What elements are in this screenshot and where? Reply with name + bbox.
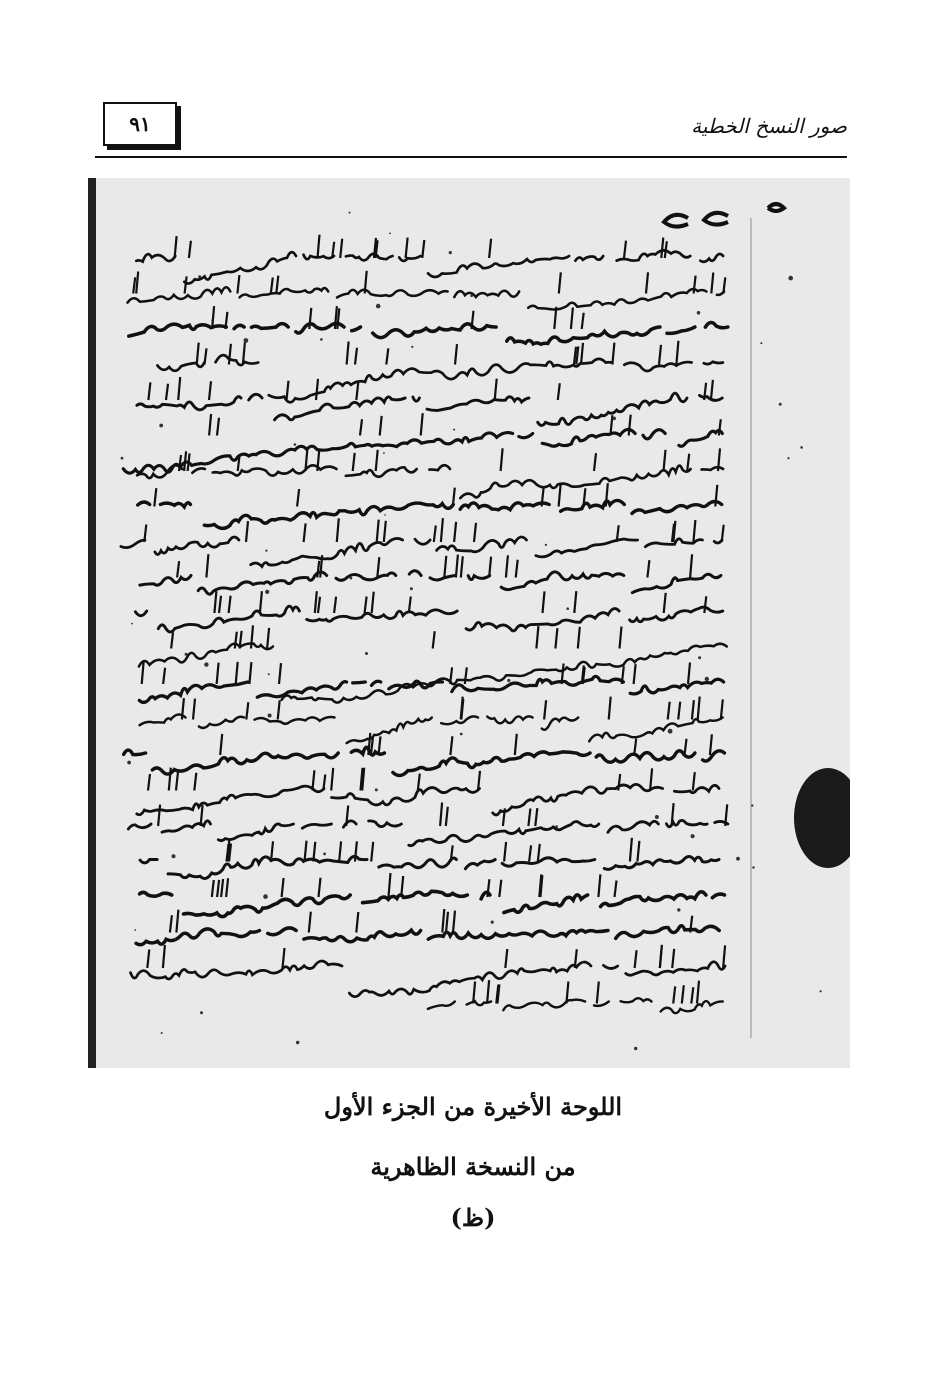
manuscript-ascender [237, 275, 239, 293]
manuscript-ascender [630, 838, 632, 862]
scan-speckle [350, 577, 353, 580]
manuscript-ascender [212, 880, 214, 897]
manuscript-ascender [178, 377, 180, 400]
manuscript-line [136, 926, 719, 945]
manuscript-ascender [337, 308, 339, 329]
manuscript-ascender [710, 734, 712, 755]
manuscript-ascender [318, 597, 320, 613]
manuscript-ascender [499, 880, 501, 897]
manuscript-ascender [682, 985, 684, 1003]
manuscript-ascender [271, 278, 273, 294]
manuscript-ascender [615, 881, 617, 898]
manuscript-ascender [356, 382, 358, 400]
manuscript-ascender [544, 700, 546, 719]
manuscript-ascender [194, 773, 196, 791]
manuscript-ascender [609, 697, 611, 720]
manuscript-ascender [371, 842, 373, 862]
manuscript-ascender [220, 734, 222, 755]
scan-speckle [127, 761, 131, 765]
manuscript-ascender [676, 341, 678, 365]
manuscript-ascender [170, 915, 172, 932]
manuscript-ascender [163, 668, 165, 684]
manuscript-ascender [386, 348, 388, 364]
manuscript-ascender [612, 343, 614, 365]
manuscript-ascender [260, 591, 262, 613]
manuscript-ascender [597, 982, 599, 1004]
manuscript-ascender [711, 380, 713, 400]
manuscript-ascender [205, 348, 207, 364]
manuscript-ascender [501, 448, 503, 471]
manuscript-ascender [571, 308, 573, 330]
manuscript-ascender [355, 348, 357, 365]
manuscript-ascender [453, 911, 455, 933]
scan-speckle [677, 908, 680, 911]
scan-speckle [697, 311, 701, 315]
scan-speckle [566, 607, 569, 610]
manuscript-ascender [647, 560, 649, 577]
scan-speckle [294, 443, 297, 446]
manuscript-ascender [559, 272, 561, 293]
manuscript-ascender [337, 518, 339, 542]
manuscript-ascender [693, 772, 695, 790]
scan-speckle [131, 623, 133, 625]
scan-speckle [752, 866, 754, 868]
manuscript-ascender [372, 592, 374, 613]
manuscript-ascender [235, 632, 237, 649]
manuscript-ascender [406, 238, 408, 258]
manuscript-ascender [698, 697, 700, 720]
caption-siglum: (ظ) [450, 1203, 496, 1232]
manuscript-ascender [380, 416, 382, 436]
manuscript-line [137, 393, 722, 425]
manuscript-ascender [371, 738, 373, 755]
manuscript-ascender [528, 809, 530, 827]
manuscript-ascender [158, 805, 160, 826]
scan-speckle [751, 804, 753, 806]
manuscript-ascender [214, 591, 216, 613]
manuscript-ascender [673, 986, 675, 1003]
manuscript-ascender [283, 948, 285, 968]
scan-speckle [655, 815, 659, 819]
manuscript-ascender [136, 272, 138, 294]
manuscript-ascender [516, 560, 518, 578]
manuscript-ascender [317, 561, 319, 578]
manuscript-ascender [456, 555, 458, 578]
manuscript-ascender [309, 912, 311, 933]
manuscript-ascender [646, 272, 648, 293]
manuscript-line [126, 465, 724, 498]
manuscript-ascender [450, 736, 452, 755]
manuscript-ascender [319, 878, 321, 897]
manuscript-ascender [634, 664, 636, 684]
scan-speckle [453, 429, 455, 431]
scan-speckle [172, 854, 176, 858]
manuscript-line [135, 606, 722, 632]
manuscript-ascender [276, 276, 278, 294]
scan-speckle [460, 733, 463, 736]
manuscript-ascender [665, 241, 667, 258]
manuscript-ascender [723, 945, 725, 968]
manuscript-ascender [422, 240, 424, 258]
manuscript-scan [88, 178, 850, 1068]
scan-speckle [198, 275, 201, 278]
manuscript-ascender [535, 808, 537, 826]
scan-speckle [349, 212, 351, 214]
top-ink-mark [664, 204, 784, 227]
scan-speckle [211, 319, 213, 321]
manuscript-ascender [421, 413, 423, 435]
scan-speckle [200, 1011, 203, 1014]
scan-speckle [268, 714, 272, 718]
scan-speckle [376, 304, 381, 309]
scan-speckle [698, 656, 701, 659]
manuscript-ascender [678, 702, 680, 720]
manuscript-ascender [418, 774, 420, 791]
manuscript-ascender [312, 770, 314, 790]
scan-speckle [159, 424, 163, 428]
manuscript-ascender [668, 702, 670, 720]
manuscript-ascender [221, 879, 223, 897]
manuscript-ascender [217, 880, 219, 897]
manuscript-ascender [664, 450, 666, 471]
manuscript-ascender [226, 878, 228, 897]
scan-speckle [507, 679, 510, 682]
manuscript-ascender [389, 873, 391, 897]
caption-subtitle: من النسخة الظاهرية [370, 1152, 576, 1181]
manuscript-ascender [446, 807, 448, 826]
scan-speckle [491, 921, 494, 924]
manuscript-ascender [148, 382, 150, 400]
manuscript-ascender [169, 768, 171, 791]
manuscript-ascender [489, 239, 491, 258]
scan-speckle [736, 857, 740, 861]
manuscript-ascender [171, 632, 173, 648]
scan-speckle [134, 929, 136, 931]
scan-speckle [410, 587, 413, 590]
manuscript-ascender [635, 950, 637, 968]
manuscript-ascender [217, 663, 219, 684]
manuscript-ascender [219, 596, 221, 613]
manuscript-ascender [578, 627, 580, 649]
manuscript-ascender [176, 772, 178, 791]
scan-speckle [174, 938, 176, 940]
manuscript-ascender [315, 591, 317, 613]
manuscript-ascender [637, 841, 639, 862]
scan-speckle [323, 853, 326, 856]
manuscript-ascender [177, 561, 179, 577]
manuscript-ascender [297, 489, 299, 507]
manuscript-ascender [246, 702, 248, 719]
manuscript-ascender [711, 273, 713, 294]
manuscript-ascender [618, 774, 620, 791]
scan-speckle [634, 1047, 637, 1050]
manuscript-ascender [318, 235, 320, 258]
page-number: ٩١ [129, 112, 151, 136]
manuscript-ascender [360, 419, 362, 435]
manuscript-line [137, 784, 719, 815]
scan-speckle [705, 677, 709, 681]
manuscript-ascender [154, 488, 156, 506]
manuscript-ascender [340, 239, 342, 258]
manuscript-ascender [316, 379, 318, 400]
manuscript-ascender [236, 662, 238, 684]
manuscript-ascender [441, 518, 443, 542]
manuscript-ascender [217, 418, 219, 436]
manuscript-ascender [304, 523, 306, 542]
manuscript-ascender [660, 945, 662, 968]
manuscript-ascender [379, 736, 381, 755]
manuscript-line [128, 287, 725, 309]
manuscript-ascender [558, 383, 560, 400]
manuscript-ascender [279, 663, 281, 684]
manuscript-ascender [282, 878, 284, 897]
manuscript-ascender [251, 625, 253, 648]
manuscript-ascender [377, 520, 379, 542]
manuscript-line [140, 571, 721, 594]
scan-speckle [161, 1032, 163, 1034]
manuscript-line [428, 998, 723, 1013]
manuscript-ascender [594, 453, 596, 471]
manuscript-ascender [495, 379, 497, 400]
manuscript-ascender [209, 414, 211, 436]
manuscript-ascender [184, 451, 186, 471]
manuscript-image [88, 178, 850, 1068]
scan-speckle [800, 446, 803, 449]
manuscript-ascender [455, 344, 457, 364]
scan-speckle [265, 550, 267, 552]
scan-speckle [244, 338, 249, 343]
manuscript-ascender [722, 525, 724, 542]
scan-speckle [555, 825, 558, 828]
manuscript-ascender [690, 554, 692, 577]
manuscript-ascender [209, 381, 211, 400]
manuscript-ascender [142, 661, 144, 684]
running-title: صور النسخ الخطية [691, 114, 847, 138]
caption-title: اللوحة الأخيرة من الجزء الأول [323, 1092, 623, 1121]
manuscript-ascender [267, 628, 269, 649]
manuscript-ascender [529, 845, 531, 861]
scan-speckle [185, 653, 188, 656]
scan-speckle [545, 544, 547, 546]
scan-speckle [320, 338, 323, 341]
manuscript-ascender [598, 874, 600, 897]
manuscript-ascender [465, 667, 467, 684]
manuscript-ascender [454, 522, 456, 542]
manuscript-ascender [697, 981, 699, 1004]
scan-speckle [820, 990, 822, 992]
manuscript-ascender [353, 453, 355, 471]
manuscript-ascender [505, 949, 507, 968]
manuscript-ascender [582, 313, 584, 329]
manuscript-ascender [555, 628, 557, 648]
manuscript-ascender [688, 663, 690, 685]
scan-speckle [788, 276, 793, 281]
manuscript-ascender [691, 987, 693, 1003]
scan-speckle [263, 894, 268, 899]
manuscript-ascender [506, 555, 508, 577]
manuscript-ascender [538, 844, 540, 862]
manuscript-ascender [175, 236, 177, 258]
manuscript-line [138, 500, 722, 528]
manuscript-ascender [347, 342, 349, 365]
manuscript-ascender [442, 909, 444, 933]
manuscript-ascender [331, 768, 333, 791]
manuscript-ascender [536, 626, 538, 648]
manuscript-ascender [365, 597, 367, 614]
manuscript-ascender [685, 739, 687, 755]
manuscript-ascender [188, 453, 190, 471]
scan-speckle [268, 673, 270, 675]
manuscript-ascender [515, 734, 517, 755]
manuscript-ascender [444, 556, 446, 578]
manuscript-ascender [661, 238, 663, 259]
manuscript-ascender [309, 308, 311, 329]
manuscript-ascender [664, 593, 666, 613]
handwritten-lines [121, 212, 822, 1051]
manuscript-ascender [581, 343, 583, 365]
ink-stain [794, 768, 850, 868]
scan-speckle [449, 251, 452, 254]
manuscript-line [122, 820, 728, 845]
scan-speckle [121, 457, 124, 460]
manuscript-ascender [287, 381, 289, 400]
manuscript-ascender [629, 415, 631, 436]
manuscript-ascender [433, 631, 435, 648]
manuscript-ascender [687, 454, 689, 471]
scan-speckle [383, 452, 385, 454]
manuscript-ascender [339, 841, 341, 861]
manuscript-ascender [574, 591, 576, 613]
manuscript-ascender [446, 912, 448, 933]
scan-fold-line [750, 218, 752, 1038]
manuscript-ascender [659, 345, 661, 365]
scan-speckle [612, 417, 616, 421]
page-header [95, 98, 847, 158]
manuscript-ascender [206, 554, 208, 577]
manuscript-line [144, 355, 723, 402]
manuscript-ascender [504, 842, 506, 862]
manuscript-ascender [193, 699, 195, 720]
page-number-box [103, 102, 177, 146]
scan-speckle [296, 1041, 299, 1044]
manuscript-ascender [249, 662, 251, 684]
scan-speckle [787, 457, 789, 459]
manuscript-ascender [401, 876, 403, 897]
scan-speckle [365, 652, 368, 655]
manuscript-ascender [377, 557, 379, 577]
manuscript-ascender [356, 912, 358, 933]
scan-speckle [668, 729, 673, 734]
scan-speckle [470, 295, 473, 298]
manuscript-ascender [166, 384, 168, 400]
scan-left-edge [88, 178, 96, 1068]
manuscript-ascender [176, 910, 178, 933]
manuscript-ascender [624, 241, 626, 258]
manuscript-ascender [634, 739, 636, 755]
scan-speckle [691, 834, 695, 838]
manuscript-ascender [197, 343, 199, 365]
manuscript-ascender [692, 700, 694, 719]
manuscript-ascender [440, 803, 442, 827]
scan-speckle [375, 788, 378, 791]
manuscript-ascender [201, 805, 203, 826]
scan-speckle [760, 342, 762, 344]
manuscript-ascender [489, 557, 491, 578]
manuscript-ascender [305, 841, 307, 862]
manuscript-ascender [229, 344, 231, 365]
manuscript-ascender [474, 523, 476, 542]
manuscript-ascender [450, 667, 452, 684]
manuscript-ascender [189, 241, 191, 258]
manuscript-ascender [620, 627, 622, 649]
manuscript-line [131, 961, 726, 997]
manuscript-ascender [434, 526, 436, 543]
manuscript-ascender [693, 520, 695, 542]
scan-speckle [779, 403, 782, 406]
manuscript-ascender [559, 485, 561, 507]
scan-speckle [389, 233, 391, 235]
manuscript-ascender [229, 596, 231, 613]
manuscript-ascender [148, 774, 150, 791]
manuscript-ascender [461, 556, 463, 577]
manuscript-ascender [163, 945, 165, 968]
manuscript-ascender [133, 277, 135, 293]
manuscript-ascender [704, 596, 706, 613]
scan-speckle [204, 662, 208, 666]
manuscript-ascender [543, 591, 545, 613]
manuscript-ascender [384, 521, 386, 542]
manuscript-ascender [487, 980, 489, 1003]
manuscript-line [136, 250, 723, 283]
manuscript-line [123, 429, 722, 473]
manuscript-ascender [672, 949, 674, 968]
scan-speckle [384, 514, 386, 516]
manuscript-ascender [246, 521, 248, 542]
manuscript-line [129, 323, 728, 345]
manuscript-ascender [278, 700, 280, 719]
manuscript-ascender [376, 450, 378, 471]
scan-speckle [265, 590, 269, 594]
manuscript-ascender [147, 950, 149, 969]
scan-speckle [411, 346, 413, 348]
manuscript-ascender [185, 276, 187, 293]
manuscript-line [121, 537, 722, 567]
manuscript-ascender [334, 597, 336, 613]
